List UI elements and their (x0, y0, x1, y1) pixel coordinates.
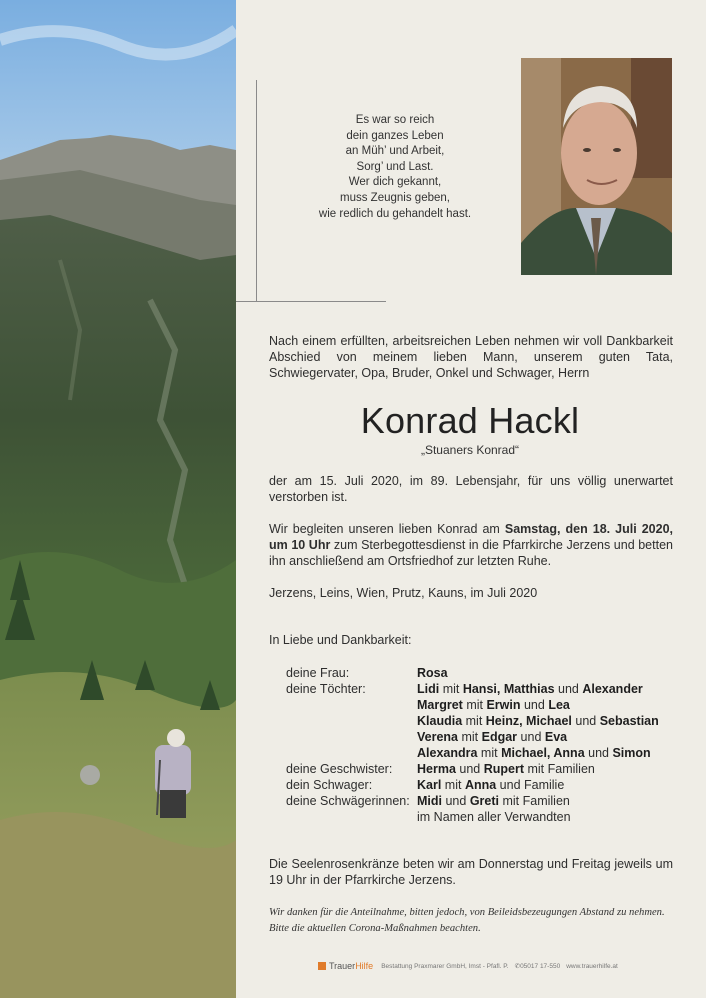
relative-name: Erwin (486, 698, 521, 712)
relative-name: Lea (548, 698, 570, 712)
relative-label: deine Schwägerinnen: (286, 794, 410, 808)
connector-text: und Familie (496, 778, 565, 792)
relative-row (286, 777, 659, 793)
relative-name: Verena (417, 730, 459, 744)
funeral-text-start: Wir begleiten unseren lieben Konrad am (269, 522, 505, 536)
connector-text: und (554, 682, 583, 696)
relative-name: Heinz, Michael (485, 714, 572, 728)
relative-name: Lidi (417, 682, 440, 696)
relative-name: Greti (469, 794, 499, 808)
relative-row (286, 809, 659, 825)
relative-row (286, 793, 659, 809)
deceased-nickname: „Stuaners Konrad“ (420, 443, 520, 457)
relative-names (417, 697, 570, 713)
connector-text: und (517, 730, 545, 744)
intro-text: Nach einem erfüllten, arbeitsreichen Leben nehmen wir voll Dankbarkeit Abschied von meinem lieben Mann, unserem guten Tata, Schwiegervater, Opa, Bruder, Onkel und Schwager, Herrn (269, 334, 673, 381)
poem-line: Sorg’ und Last. (356, 160, 434, 173)
logo-text (329, 961, 373, 971)
cross-vertical-line (256, 80, 257, 302)
relative-names (417, 713, 659, 729)
thanks-note: Wir danken für die Anteilnahme, bitten jedoch, von Beileidsbezeugungen Abstand zu nehmen. Bitte die aktuellen Corona-Maßnahmen beachten. (269, 907, 665, 934)
portrait-photo (521, 58, 672, 275)
relative-names (417, 729, 567, 745)
poem-line: muss Zeugnis geben, (340, 191, 450, 204)
relative-name: Midi (417, 794, 442, 808)
connector-text: und (520, 698, 549, 712)
relative-label: deine Geschwister: (286, 762, 393, 776)
poem-line: an Müh’ und Arbeit, (345, 145, 445, 158)
relative-name: Alexander (582, 682, 643, 696)
relative-name: Simon (612, 746, 651, 760)
relative-row (286, 713, 659, 729)
phone-icon: ✆ (514, 963, 521, 970)
connector-text: mit Familien (524, 762, 595, 776)
relative-name: Edgar (481, 730, 518, 744)
logo-icon (318, 962, 326, 970)
relative-name: Klaudia (417, 714, 463, 728)
relative-label (286, 809, 417, 825)
relative-names (417, 745, 651, 761)
relative-name: Sebastian (599, 714, 659, 728)
connector-text: im Namen aller Verwandten (417, 810, 571, 824)
rosary-info: Die Seelenrosenkränze beten wir am Donnerstag und Freitag jeweils um 19 Uhr in der Pfarrkirche Jerzens. (269, 857, 673, 888)
relative-names (417, 809, 571, 825)
relative-row (286, 665, 659, 681)
connector-text: mit (477, 746, 502, 760)
relative-name: Karl (417, 778, 442, 792)
connector-text: mit (439, 682, 463, 696)
connector-text: und (442, 794, 470, 808)
relative-name: Michael, Anna (501, 746, 585, 760)
poem-line: Wer dich gekannt, (348, 176, 442, 189)
connector-text: mit (462, 714, 486, 728)
connector-text: und (584, 746, 613, 760)
relative-names (417, 665, 448, 681)
places-date: Jerzens, Leins, Wien, Prutz, Kauns, im Juli 2020 (269, 586, 538, 600)
poem-line: dein ganzes Leben (346, 129, 444, 142)
footer-phone: 05017 17-550 (520, 962, 561, 970)
poem-line: wie redlich du gehandelt hast. (318, 207, 472, 220)
relative-label: deine Töchter: (286, 682, 366, 696)
relative-row (286, 745, 659, 761)
connector-text: mit (458, 730, 482, 744)
relative-label (286, 729, 417, 745)
deceased-name: Konrad Hackl (360, 400, 580, 441)
relative-row (286, 681, 659, 697)
connector-text: mit (462, 698, 487, 712)
connector-text: und (571, 714, 600, 728)
funeral-info (269, 521, 673, 570)
relative-name: Rupert (483, 762, 525, 776)
funeral-date-time: Samstag, den 18. Juli 2020, um 10 Uhr (269, 522, 673, 553)
relatives-list (286, 665, 659, 825)
relative-names (417, 761, 595, 777)
relative-label (286, 745, 417, 761)
logo-part-b: Hilfe (355, 961, 374, 971)
relative-names (417, 681, 643, 697)
relative-name: Eva (544, 730, 568, 744)
relative-name: Alexandra (417, 746, 478, 760)
connector-text: und (455, 762, 484, 776)
closing-phrase: In Liebe und Dankbarkeit: (269, 633, 412, 647)
relative-label: deine Frau: (286, 666, 350, 680)
mountain-landscape-photo (0, 0, 236, 998)
poem-line: Es war so reich (355, 114, 435, 126)
relative-row (286, 697, 659, 713)
relative-name: Margret (417, 698, 463, 712)
relative-label: dein Schwager: (286, 778, 373, 792)
relative-name: Hansi, Matthias (462, 682, 555, 696)
footer-web: www.trauerhilfe.at (566, 962, 618, 970)
relative-name: Herma (417, 762, 456, 776)
cross-horizontal-line (236, 301, 386, 302)
footer (318, 961, 618, 971)
relative-name: Anna (464, 778, 497, 792)
connector-text: mit Familien (499, 794, 570, 808)
logo-part-a: Trauer (329, 961, 356, 971)
funeral-text-end: zum Sterbegottesdienst in die Pfarrkirche Jerzens und betten ihn anschließend am Ortsfriedhof zur letzten Ruhe. (269, 538, 673, 569)
footer-company: Bestattung Praxmarer GmbH, Imst - Pfafl. P. (381, 962, 509, 970)
relative-names (417, 793, 570, 809)
relative-names (417, 777, 564, 793)
relative-name: Rosa (417, 666, 448, 680)
connector-text: mit (441, 778, 465, 792)
relative-label (286, 697, 417, 713)
death-notice: der am 15. Juli 2020, im 89. Lebensjahr, für uns völlig unerwartet verstorben ist. (269, 474, 673, 505)
relative-label (286, 713, 417, 729)
relative-row (286, 729, 659, 745)
relative-row (286, 761, 659, 777)
memorial-poem (300, 113, 490, 222)
